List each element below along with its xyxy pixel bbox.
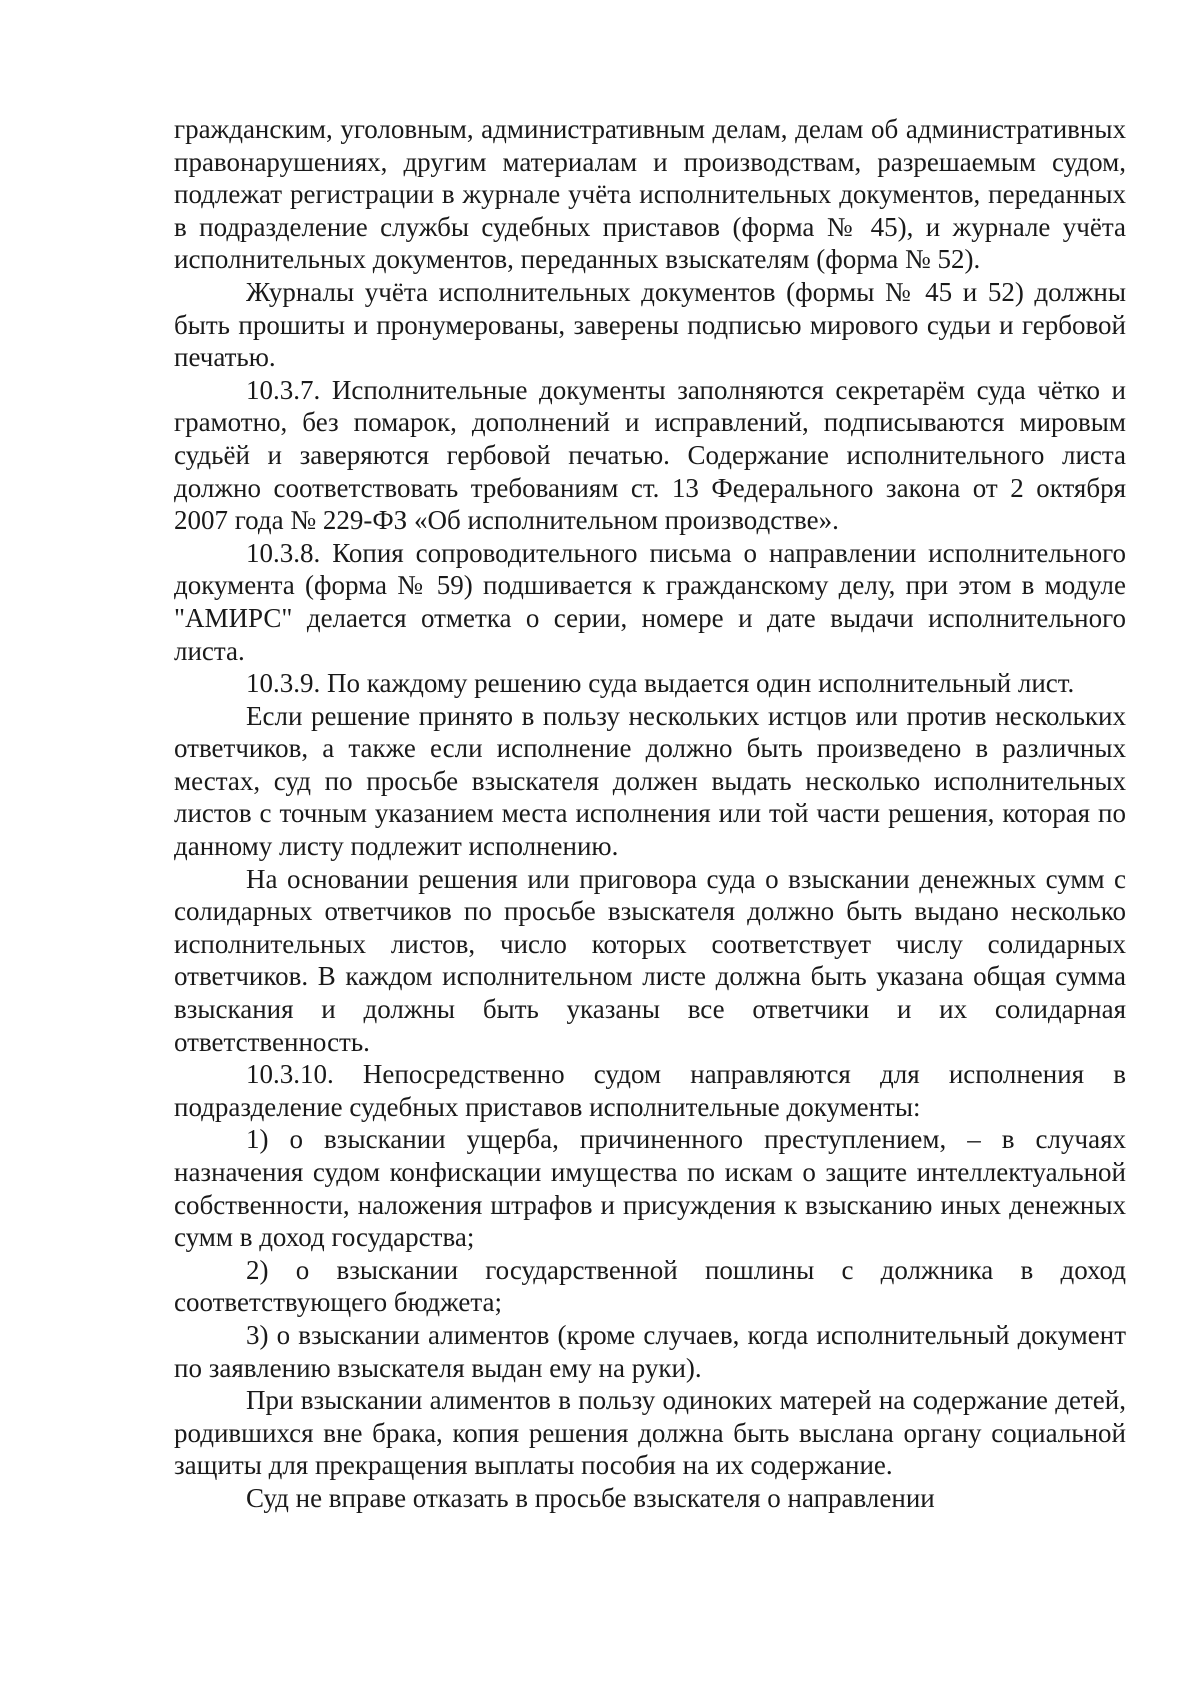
paragraph-several-plaintiffs: Если решение принято в пользу нескольких истцов или против нескольких ответчиков, а также если исполнение должно быть произведено в различных местах, суд по просьбе взыскателя должен выдать несколько исполнительных листов с точным указанием места исполнения или той части решения, которая по данному листу подлежит исполнению. xyxy=(174,700,1126,862)
paragraph-journals: Журналы учёта исполнительных документов (формы № 45 и 52) должны быть прошиты и пронумерованы, заверены подписью мирового судьи и гербовой печатью. xyxy=(174,276,1126,373)
list-item-3: 3) о взыскании алиментов (кроме случаев, когда исполнительный документ по заявлению взыскателя выдан ему на руки). xyxy=(174,1319,1126,1383)
paragraph-alimony: При взыскании алиментов в пользу одиноких матерей на содержание детей, родившихся вне брака, копия решения должна быть выслана органу социальной защиты для прекращения выплаты пособия на их содержание. xyxy=(174,1385,1126,1481)
list-item-2: 2) о взыскании государственной пошлины с должника в доход соответствующего бюджета; xyxy=(174,1254,1126,1318)
paragraph-registration-continued: гражданским, уголовным, административным делам, делам об административных правонарушениях, другим материалам и производствам, разрешаемым судом, подлежат регистрации в журнале учёта исполнительных документов, переданных в подразделение службы судебных приставов (форма № 45), и журнале учёта исполнительных документов, переданных взыскателям (форма № 52). xyxy=(174,114,1126,275)
paragraph-10-3-7: 10.3.7. Исполнительные документы заполняются секретарём суда чётко и грамотно, без помарок, дополнений и исправлений, подписываются мировым судьёй и заверяются гербовой печатью. Содержание исполнительного листа должно соответствовать требованиям ст. 13 Федерального закона от 2 октября 2007 года № 229-ФЗ «Об исполнительном производстве». xyxy=(174,374,1126,536)
document-body xyxy=(174,113,1126,1515)
paragraph-10-3-8: 10.3.8. Копия сопроводительного письма о направлении исполнительного документа (форма № 59) подшивается к гражданскому делу, при этом в модуле "АМИРС" делается отметка о серии, номере и дате выдачи исполнительного листа. xyxy=(174,537,1126,666)
list-item-1: 1) о взыскании ущерба, причиненного преступлением, – в случаях назначения судом конфискации имущества по искам о защите интеллектуальной собственности, наложения штрафов и присуждения к взысканию иных денежных сумм в доход государства; xyxy=(174,1124,1126,1253)
paragraph-solidary-defendants: На основании решения или приговора суда о взыскании денежных сумм с солидарных ответчиков по просьбе взыскателя должно быть выдано несколько исполнительных листов, число которых соответствует числу солидарных ответчиков. В каждом исполнительном листе должна быть указана общая сумма взыскания и должны быть указаны все ответчики и их солидарная ответственность. xyxy=(174,863,1126,1057)
paragraph-10-3-9: 10.3.9. По каждому решению суда выдается один исполнительный лист. xyxy=(246,668,1075,699)
paragraph-10-3-10: 10.3.10. Непосредственно судом направляются для исполнения в подразделение судебных приставов исполнительные документы: xyxy=(174,1059,1126,1122)
paragraph-court-may-not-refuse: Суд не вправе отказать в просьбе взыскателя о направлении xyxy=(246,1482,935,1513)
